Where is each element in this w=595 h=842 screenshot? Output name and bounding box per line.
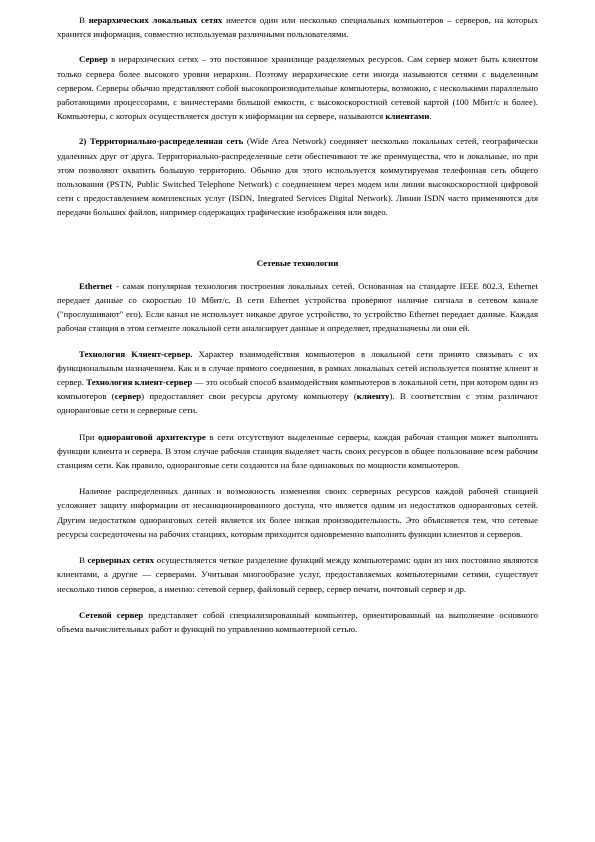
paragraph-network-server [57,608,538,636]
term-client-server: Технология клиент-сервер [86,377,193,388]
term-server: Сервер [79,54,108,65]
paragraph-client-server [57,347,538,418]
term-client-inline: клиенту [356,391,390,402]
text-run: (Wide Area Network) соединяет несколько локальных сетей, географически удаленных друг от друга. Территориально-распределенные сети обеспечивают те же преимущества, что и локальные, но при этом позволяют охватить большую территорию. Обычно для этого используется коммутируемая телефонная сеть общего пользования (PSTN, Public Switched Telephone Network) с соединением через модем или линии высокоскоростной цифровой сети с предоставлением комплексных услуг (ISDN, Integrated Services Digital Network). Линии ISDN часто применяются для передачи больших файлов, например содержащих графические изображения или видео. [57,136,539,218]
text-run: Наличие распределенных данных и возможность изменения своих серверных ресурсов каждой рабочей станцией усложняет защиту информации от несанкционированного доступа, что является одним из недостатков одноранговых сетей. Другим недостатком одноранговых сетей является их более низкая производительность. Это объясняется тем, что сетевые ресурсы сосредоточены на рабочих станциях, которым приходится одновременно выполнять функции клиентов и серверов. [57,486,538,539]
term-server-networks: серверных сетях [87,555,155,566]
term-ethernet: Ethernet [79,280,113,291]
term-peer-to-peer: одноранговой архитектуре [98,431,206,442]
text-run: представляет собой специализированный компьютер, ориентированный на выполнение основного объема вычислительных работ и функций по управлению компьютерной сетью. [57,609,538,634]
term-clients: клиентами [385,111,430,122]
text-run: В [79,555,88,566]
paragraph-ethernet [57,279,538,336]
term-client-server-technology: Технология Клиент-сервер. [79,348,193,359]
text-run: в сети отсутствуют выделенные серверы, каждая рабочая станция может выполнять функции клиента и сервера. В этом случае рабочая станция выделяет часть своих ресурсов в общее пользование всем рабочим станциям сети. Как правило, одноранговые сети создаются на базе одинаковых по мощности компьютеров. [57,431,538,471]
document-body [57,13,538,636]
paragraph-hierarchical-networks [57,13,538,41]
text-run: . [429,111,432,122]
paragraph-server [57,52,538,123]
text-run: — это особый способ взаимодействия компьютеров в локальной сети, при котором один из компьютеров ( [57,377,539,402]
heading-text: Сетевые технологии [256,257,339,268]
term-hierarchical-networks: иерархических локальных сетях [88,15,223,25]
text-run: При [79,431,99,442]
term-server-inline: сервер [114,391,142,402]
section-heading-network-technologies [57,256,538,270]
text-run: осуществляется четкое разделение функций между компьютерами: одни из них постоянно являются клиентами, а другие — серверами. Учитывая многообразие услуг, предоставляемых компьютерными сетями, существует несколько типов серверов, а именно: сетевой сервер, файловый сервер, сервер печати, почтовый сервер и др. [57,555,538,594]
text-run: ) предоставляет свои ресурсы другому компьютеру ( [141,391,357,402]
text-run: ). В соответствии с этим различают одноранговые сети и серверные сети. [57,391,538,416]
paragraph-p2p-drawbacks [57,484,538,541]
text-run: имеется один или несколько специальных компьютеров – серверов, на которых хранится информация, совместно используемая различными пользователями. [57,15,538,40]
paragraph-peer-to-peer [57,430,538,473]
text-run: В [79,15,89,25]
term-network-server: Сетевой сервер [79,609,144,620]
paragraph-wan [57,134,538,219]
text-run: в иерархических сетях – это постоянное хранилище разделяемых ресурсов. Сам сервер может быть клиентом только сервера более высокого уровня иерархии. Поэтому иерархические сети иногда называются сетями с выделенным сервером. Серверы обычно представляют собой высокопроизводительные компьютеры, возможно, с несколькими параллельно работающими процессорами, с винчестерами большой емкости, с высокоскоростной сетевой картой (100 Мбит/с и более). Компьютеры, с которых осуществляется доступ к информации на сервере, называются [57,54,538,122]
text-run: - самая популярная технология построения локальных сетей. Основанная на стандарте IEEE 802.3, Ethernet передает данные со скоростью 10 Мбит/с. В сети Ethernet устройства проверяют наличие сигнала в сетевом канале ("прослушивают" его). Если канал не использует никакое другое устройство, то устройство Ethernet передает данные. Каждая рабочая станция в этом сегменте локальной сети анализирует данные и определяет, предназначены ли они ей. [57,280,538,334]
term-wan: 2) Территориально-распределенная сеть [79,136,244,147]
paragraph-server-networks [57,553,538,596]
text-run: Характер взаимодействия компьютеров в локальной сети принято связывать с их функциональным назначением. Как и в случае прямого соединения, в рамках локальных сетей используется понятие клиент и сервер. [57,348,538,388]
